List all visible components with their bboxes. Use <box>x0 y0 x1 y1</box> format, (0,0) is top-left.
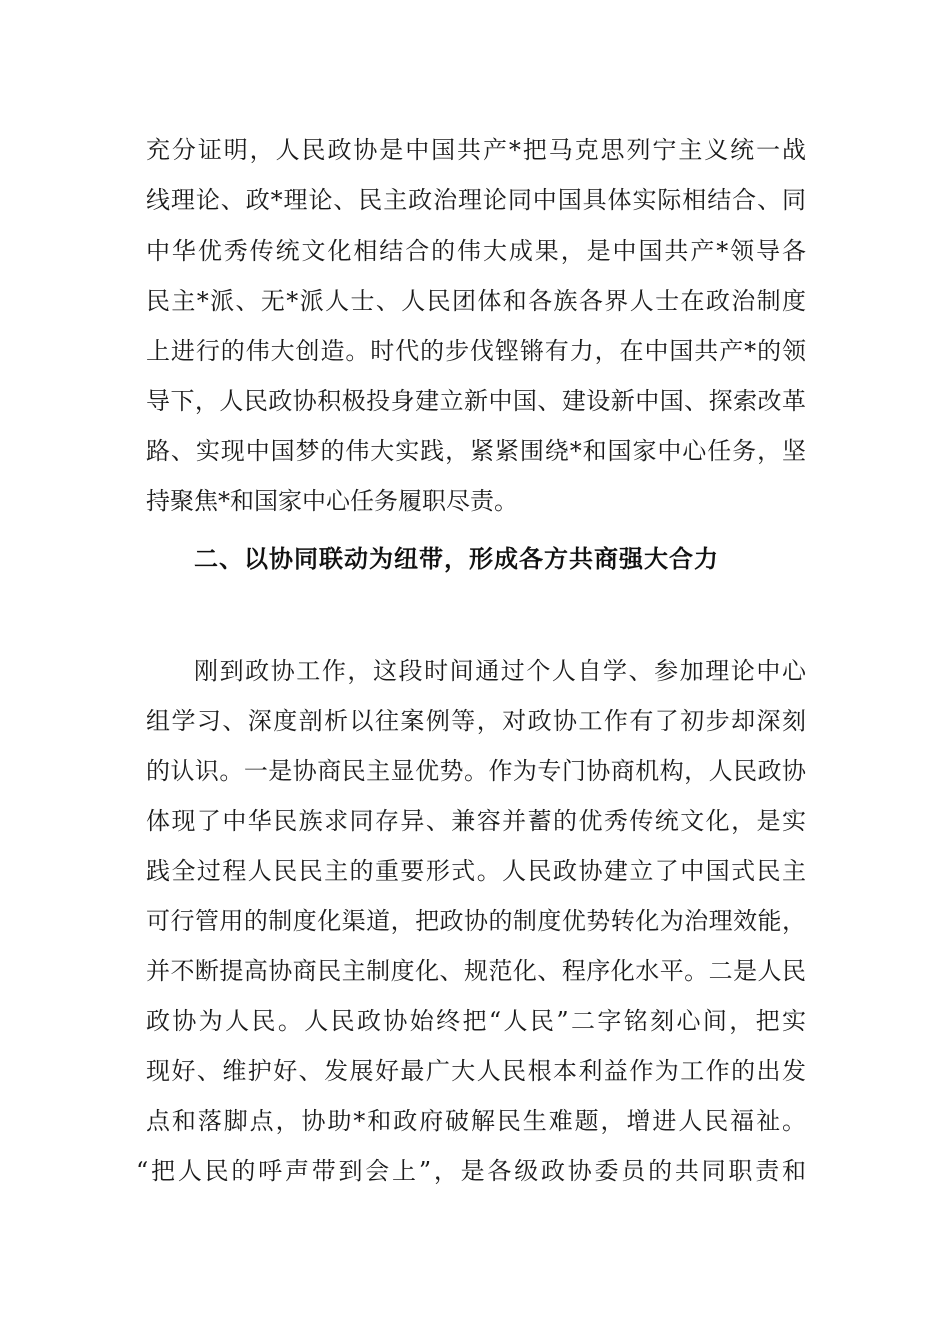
paragraph-2-line-7: 并不断提高协商民主制度化、规范化、程序化水平。二是人民 <box>146 957 806 985</box>
paragraph-1-line-7: 路、实现中国梦的伟大实践，紧紧围绕*和国家中心任务，坚 <box>146 437 806 465</box>
paragraph-2-line-2: 组学习、深度剖析以往案例等，对政协工作有了初步却深刻 <box>146 707 806 735</box>
paragraph-2-line-8: 政协为人民。人民政协始终把“人民”二字铭刻心间，把实 <box>146 1007 806 1035</box>
paragraph-2-line-4: 体现了中华民族求同存异、兼容并蓄的优秀传统文化，是实 <box>146 807 806 835</box>
paragraph-2-line-5: 践全过程人民民主的重要形式。人民政协建立了中国式民主 <box>146 857 806 885</box>
paragraph-1-line-6: 导下，人民政协积极投身建立新中国、建设新中国、探索改革 <box>146 387 806 415</box>
paragraph-1-line-4: 民主*派、无*派人士、人民团体和各族各界人士在政治制度 <box>146 287 806 315</box>
paragraph-1-line-8: 持聚焦*和国家中心任务履职尽责。 <box>146 487 518 515</box>
paragraph-1-line-2: 线理论、政*理论、民主政治理论同中国具体实际相结合、同 <box>146 186 806 214</box>
paragraph-2-line-3: 的认识。一是协商民主显优势。作为专门协商机构，人民政协 <box>146 757 806 785</box>
paragraph-2-line-11: “把人民的呼声带到会上”，是各级政协委员的共同职责和 <box>136 1157 806 1185</box>
paragraph-1-line-3: 中华优秀传统文化相结合的伟大成果，是中国共产*领导各 <box>146 237 806 265</box>
paragraph-2-line-10: 点和落脚点，协助*和政府破解民生难题，增进人民福祉。 <box>146 1107 806 1135</box>
paragraph-1-line-5: 上进行的伟大创造。时代的步伐铿锵有力，在中国共产*的领 <box>146 337 806 365</box>
paragraph-2-line-9: 现好、维护好、发展好最广大人民根本利益作为工作的出发 <box>146 1057 806 1085</box>
section-heading: 二、以协同联动为纽带，形成各方共商强大合力 <box>194 544 719 573</box>
paragraph-2-line-1: 刚到政协工作，这段时间通过个人自学、参加理论中心 <box>194 657 806 685</box>
paragraph-1-line-1: 充分证明，人民政协是中国共产*把马克思列宁主义统一战 <box>146 136 806 164</box>
paragraph-2-line-6: 可行管用的制度化渠道，把政协的制度优势转化为治理效能， <box>146 907 806 935</box>
